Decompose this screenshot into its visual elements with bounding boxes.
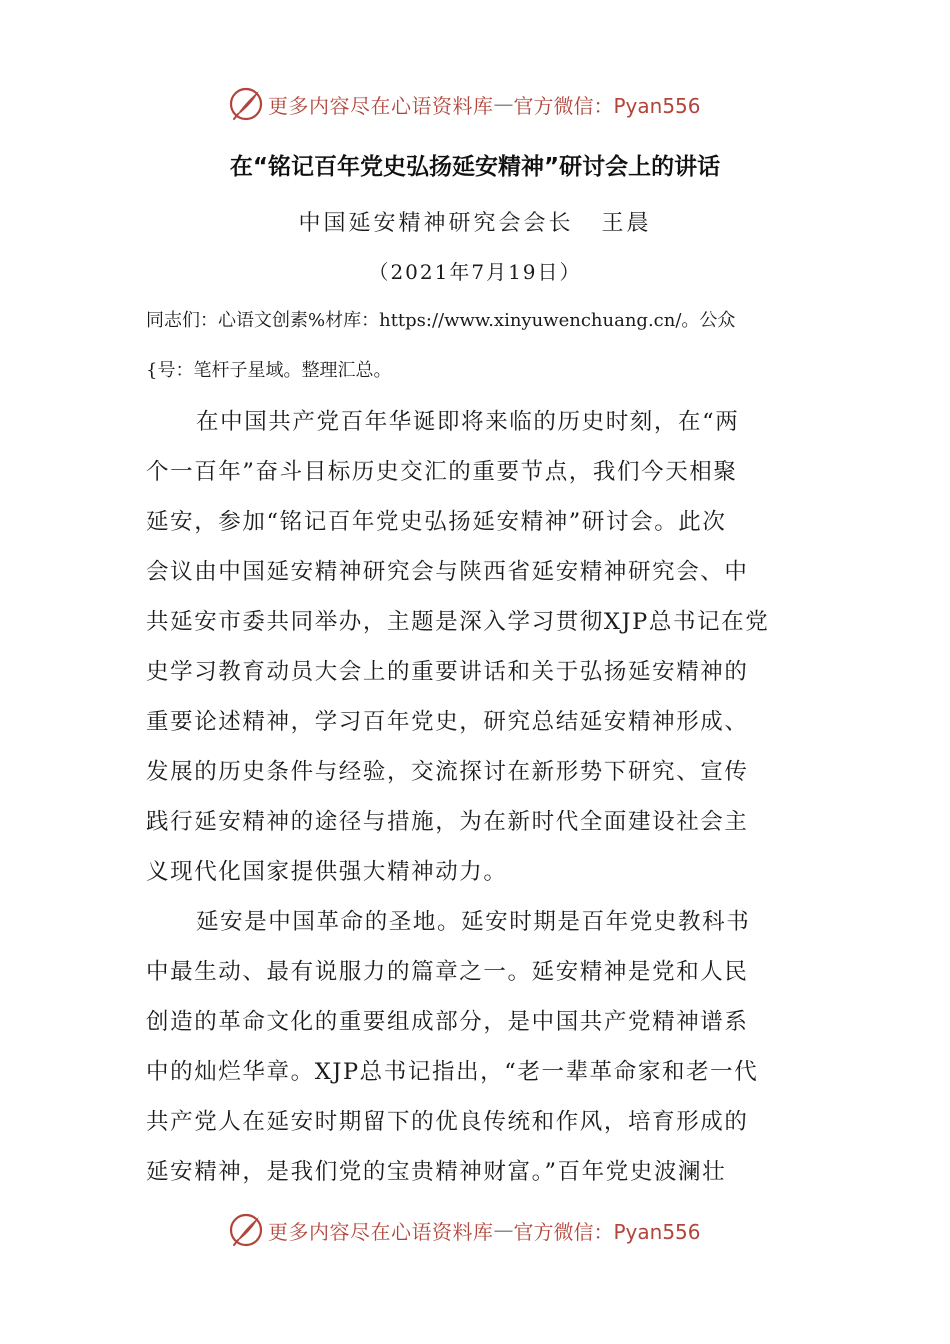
paragraph-line: 史学习教育动员大会上的重要讲话和关于弘扬延安精神的 xyxy=(146,659,749,685)
paragraph-line: 践行延安精神的途径与措施，为在新时代全面建设社会主 xyxy=(146,809,749,835)
watermark-separator: — xyxy=(493,1218,514,1242)
quill-pen-icon xyxy=(228,1212,264,1248)
paragraph-line: 个一百年”奋斗目标历史交汇的重要节点，我们今天相聚 xyxy=(146,459,738,485)
salutation-line: 同志们：心语文创素%材库：https://www.xinyuwenchuang.cn/。公众 xyxy=(146,310,736,331)
quill-pen-icon xyxy=(228,86,264,122)
watermark-wechat: 官方微信：Pyan556 xyxy=(513,1219,701,1244)
paragraph-line: 中的灿烂华章。XJP总书记指出，“老一辈革命家和老一代 xyxy=(146,1059,759,1085)
speech-date: （2021年7月19日） xyxy=(368,260,582,284)
document-title: 在“铭记百年党史弘扬延安精神”研讨会上的讲话 xyxy=(229,154,721,180)
paragraph-line: 发展的历史条件与经验，交流探讨在新形势下研究、宣传 xyxy=(146,759,749,785)
paragraph-line: 会议由中国延安精神研究会与陕西省延安精神研究会、中 xyxy=(146,559,749,585)
author-role: 中国延安精神研究会会长 xyxy=(298,211,574,236)
watermark-wechat: 官方微信：Pyan556 xyxy=(513,93,701,118)
watermark-brand: 更多内容尽在心语资料库 xyxy=(268,1219,494,1244)
paragraph-line: 延安是中国革命的圣地。延安时期是百年党史教科书 xyxy=(196,909,751,935)
paragraph-line: 义现代化国家提供强大精神动力。 xyxy=(146,859,508,885)
header-watermark xyxy=(228,84,701,124)
paragraph-line: 创造的革命文化的重要组成部分，是中国共产党精神谱系 xyxy=(146,1009,749,1035)
paragraph-line: 共延安市委共同举办，主题是深入学习贯彻XJP总书记在党 xyxy=(146,609,770,635)
paragraph-line: 延安，参加“铭记百年党史弘扬延安精神”研讨会。此次 xyxy=(146,509,727,535)
author-line xyxy=(0,206,950,237)
paragraph-line: 共产党人在延安时期留下的优良传统和作风，培育形成的 xyxy=(146,1109,749,1135)
paragraph-line: 在中国共产党百年华诞即将来临的历史时刻，在“两 xyxy=(196,409,740,435)
author-name: 王晨 xyxy=(601,211,652,236)
salutation-line: {号：笔杆子星域。整理汇总。 xyxy=(146,360,392,381)
footer-watermark xyxy=(228,1210,701,1250)
paragraph-line: 中最生动、最有说服力的篇章之一。延安精神是党和人民 xyxy=(146,959,749,985)
watermark-separator: — xyxy=(493,92,514,116)
watermark-brand: 更多内容尽在心语资料库 xyxy=(268,93,494,118)
paragraph-line: 延安精神，是我们党的宝贵精神财富。”百年党史波澜壮 xyxy=(146,1159,727,1185)
paragraph-line: 重要论述精神，学习百年党史，研究总结延安精神形成、 xyxy=(146,709,749,735)
